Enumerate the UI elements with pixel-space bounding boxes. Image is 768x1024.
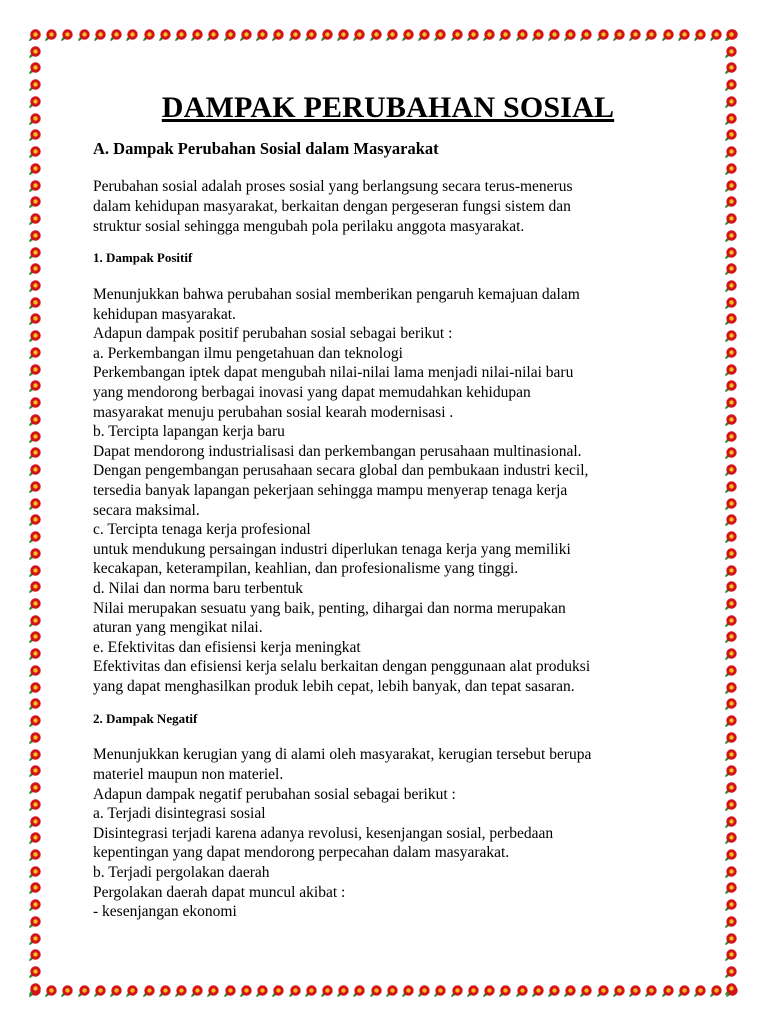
flower-icon [724,246,738,260]
flower-icon [612,28,626,42]
text-line: Adapun dampak positif perubahan sosial sebagai berikut : [93,325,453,343]
flower-icon [109,28,123,42]
document-body [93,90,683,922]
flower-icon [724,346,738,360]
flower-icon [28,28,42,42]
flower-icon [28,179,42,193]
list-item-label: e. Efektivitas dan efisiensi kerja meningkat [93,638,361,656]
flower-icon [724,630,738,644]
flower-icon [369,28,383,42]
flower-icon [724,764,738,778]
flower-icon [724,580,738,594]
flower-icon [724,145,738,159]
flower-icon [336,28,350,42]
flower-icon [206,984,220,998]
flower-icon [515,28,529,42]
flower-icon [724,798,738,812]
flower-icon [28,396,42,410]
flower-icon [515,984,529,998]
flower-icon [498,28,512,42]
list-item-label: d. Nilai dan norma baru terbentuk [93,580,304,598]
flower-icon [28,948,42,962]
flower-icon [724,530,738,544]
flower-icon [28,865,42,879]
flower-icon [677,28,691,42]
flower-icon [547,984,561,998]
flower-icon [44,984,58,998]
flower-icon [724,480,738,494]
flower-icon [482,984,496,998]
text-line: Disintegrasi terjadi karena adanya revolusi, kesenjangan sosial, perbedaan [93,824,554,842]
flower-icon [304,984,318,998]
flower-icon [28,112,42,126]
intro-line: struktur sosial sehingga mengubah pola perilaku anggota masyarakat. [93,217,525,235]
flower-icon [724,647,738,661]
flower-icon [417,984,431,998]
list-item-label: c. Tercipta tenaga kerja profesional [93,521,311,539]
flower-icon [724,95,738,109]
list-item-label: b. Tercipta lapangan kerja baru [93,423,285,441]
flower-icon [28,781,42,795]
flower-icon [352,984,366,998]
flower-icon [725,984,739,998]
text-line: Menunjukkan kerugian yang di alami oleh masyarakat, kerugian tersebut berupa [93,746,592,764]
flower-icon [223,984,237,998]
flower-icon [190,28,204,42]
text-line: kehidupan masyarakat. [93,305,236,323]
flower-icon [125,984,139,998]
flower-icon [579,984,593,998]
section-a-heading: A. Dampak Perubahan Sosial dalam Masyarakat [93,139,439,158]
flower-icon [385,28,399,42]
text-line: Adapun dampak negatif perubahan sosial sebagai berikut : [93,785,456,803]
flower-icon [28,748,42,762]
flower-icon [28,128,42,142]
flower-icon [28,312,42,326]
flower-icon [28,982,42,996]
flower-icon [28,513,42,527]
flower-icon [724,112,738,126]
flower-icon [724,564,738,578]
flower-icon [28,329,42,343]
text-line: Menunjukkan bahwa perubahan sosial memberikan pengaruh kemajuan dalam [93,286,580,304]
flower-icon [190,984,204,998]
flower-icon [28,630,42,644]
flower-icon [271,28,285,42]
flower-icon [223,28,237,42]
flower-icon [28,497,42,511]
flower-icon [320,984,334,998]
flower-icon [336,984,350,998]
flower-icon [433,28,447,42]
flower-icon [709,984,723,998]
flower-icon [28,28,42,42]
flower-icon [433,984,447,998]
text-line: tersedia banyak lapangan pekerjaan sehingga mampu menyerap tenaga kerja [93,482,568,500]
flower-icon [239,984,253,998]
flower-icon [724,296,738,310]
flower-icon [60,984,74,998]
flower-icon [28,530,42,544]
flower-icon [677,984,691,998]
flower-icon [724,279,738,293]
flower-icon [109,984,123,998]
flower-icon [28,764,42,778]
flower-icon [724,982,738,996]
flower-icon [724,932,738,946]
flower-icon [28,279,42,293]
flower-icon [724,430,738,444]
text-line: Nilai merupakan sesuatu yang baik, penting, dihargai dan norma merupakan [93,599,566,617]
list-item-label: b. Terjadi pergolakan daerah [93,864,270,882]
flower-icon [28,363,42,377]
flower-icon [28,430,42,444]
flower-icon [28,798,42,812]
flower-icon [28,78,42,92]
flower-icon [352,28,366,42]
flower-icon [661,984,675,998]
flower-icon [28,145,42,159]
flower-icon [28,195,42,209]
flower-icon [724,697,738,711]
flower-icon [531,28,545,42]
flower-icon [28,984,42,998]
flower-icon [28,446,42,460]
flower-icon [28,262,42,276]
flower-icon [28,463,42,477]
flower-icon [724,413,738,427]
flower-icon [724,614,738,628]
text-line: yang dapat menghasilkan produk lebih cepat, lebih banyak, dan tepat sasaran. [93,677,575,695]
flower-icon [596,28,610,42]
flower-icon [28,898,42,912]
flower-icon [93,984,107,998]
flower-icon [724,664,738,678]
flower-icon [28,229,42,243]
text-line: Efektivitas dan efisiensi kerja selalu berkaitan dengan penggunaan alat produksi [93,658,591,676]
flower-icon [724,212,738,226]
positive-impact-heading: 1. Dampak Positif [93,250,193,266]
list-item-label: a. Terjadi disintegrasi sosial [93,805,266,823]
flower-icon [28,647,42,661]
flower-icon [44,28,58,42]
text-line: Dengan pengembangan perusahaan secara global dan pembukaan industri kecil, [93,462,589,480]
text-line: secara maksimal. [93,501,200,519]
flower-icon [125,28,139,42]
flower-icon [724,128,738,142]
flower-icon [724,28,738,42]
flower-icon [724,714,738,728]
flower-icon [385,984,399,998]
flower-icon [628,984,642,998]
flower-icon [239,28,253,42]
flower-icon [28,831,42,845]
flower-icon [417,28,431,42]
text-line: untuk mendukung persaingan industri diperlukan tenaga kerja yang memiliki [93,540,571,558]
flower-icon [644,984,658,998]
flower-icon [724,513,738,527]
flower-icon [724,363,738,377]
flower-icon [142,984,156,998]
text-line: aturan yang mengikat nilai. [93,619,263,637]
flower-icon [725,28,739,42]
list-item-label: a. Perkembangan ilmu pengetahuan dan teknologi [93,344,403,362]
flower-icon [724,948,738,962]
decorative-border-right [724,28,740,996]
flower-icon [724,681,738,695]
flower-icon [93,28,107,42]
flower-icon [28,614,42,628]
flower-icon [450,984,464,998]
flower-icon [28,915,42,929]
flower-icon [724,898,738,912]
flower-icon [547,28,561,42]
flower-icon [28,681,42,695]
flower-icon [28,547,42,561]
flower-icon [724,731,738,745]
flower-icon [579,28,593,42]
flower-icon [724,781,738,795]
text-line: kepentingan yang dapat mendorong perpecahan dalam masyarakat. [93,844,510,862]
flower-icon [28,881,42,895]
flower-icon [450,28,464,42]
flower-icon [28,731,42,745]
flower-icon [28,162,42,176]
flower-icon [724,179,738,193]
flower-icon [28,61,42,75]
flower-icon [255,28,269,42]
flower-icon [28,480,42,494]
flower-icon [28,848,42,862]
flower-icon [724,262,738,276]
flower-icon [724,162,738,176]
flower-icon [724,848,738,862]
flower-icon [255,984,269,998]
flower-icon [724,865,738,879]
flower-icon [369,984,383,998]
text-line: yang mendorong berbagai inovasi yang dapat memudahkan kehidupan [93,384,531,402]
flower-icon [271,984,285,998]
flower-icon [206,28,220,42]
flower-icon [288,28,302,42]
flower-icon [724,45,738,59]
flower-icon [563,28,577,42]
text-line: masyarakat menuju perubahan sosial kearah modernisasi . [93,403,454,421]
flower-icon [28,932,42,946]
flower-icon [28,346,42,360]
flower-icon [466,28,480,42]
flower-icon [724,446,738,460]
flower-icon [724,463,738,477]
flower-icon [158,28,172,42]
flower-icon [724,831,738,845]
flower-icon [612,984,626,998]
flower-icon [693,984,707,998]
flower-icon [596,984,610,998]
flower-icon [724,229,738,243]
flower-icon [28,413,42,427]
flower-icon [724,815,738,829]
positive-impact-text [93,285,683,696]
flower-icon [724,312,738,326]
flower-icon [724,748,738,762]
flower-icon [77,984,91,998]
intro-line: Perubahan sosial adalah proses sosial yang berlangsung secara terus-menerus [93,178,573,196]
flower-icon [28,597,42,611]
negative-impact-text [93,745,683,921]
flower-icon [644,28,658,42]
flower-icon [724,881,738,895]
flower-icon [724,547,738,561]
flower-icon [724,61,738,75]
flower-icon [158,984,172,998]
flower-icon [563,984,577,998]
text-line: materiel maupun non materiel. [93,766,284,784]
flower-icon [174,28,188,42]
flower-icon [28,714,42,728]
text-line: Perkembangan iptek dapat mengubah nilai-nilai lama menjadi nilai-nilai baru [93,364,574,382]
flower-icon [28,379,42,393]
flower-icon [60,28,74,42]
flower-icon [288,984,302,998]
decorative-border-top [28,28,740,44]
flower-icon [724,396,738,410]
flower-icon [174,984,188,998]
flower-icon [320,28,334,42]
flower-icon [28,246,42,260]
intro-paragraph [93,177,683,236]
text-line: Pergolakan daerah dapat muncul akibat : [93,883,346,901]
flower-icon [628,28,642,42]
flower-icon [28,95,42,109]
flower-icon [724,78,738,92]
flower-icon [693,28,707,42]
decorative-border-bottom [28,984,740,1000]
flower-icon [724,329,738,343]
flower-icon [531,984,545,998]
flower-icon [724,195,738,209]
flower-icon [142,28,156,42]
flower-icon [724,915,738,929]
flower-icon [724,965,738,979]
page-title: DAMPAK PERUBAHAN SOSIAL [161,91,615,124]
flower-icon [401,984,415,998]
flower-icon [28,664,42,678]
flower-icon [724,497,738,511]
text-line: Dapat mendorong industrialisasi dan perkembangan perusahaan multinasional. [93,442,582,460]
flower-icon [498,984,512,998]
flower-icon [28,45,42,59]
flower-icon [28,815,42,829]
flower-icon [28,697,42,711]
flower-icon [661,28,675,42]
flower-icon [304,28,318,42]
text-line: kecakapan, keterampilan, keahlian, dan profesionalisme yang tinggi. [93,560,519,578]
negative-impact-heading: 2. Dampak Negatif [93,710,198,726]
flower-icon [28,296,42,310]
intro-line: dalam kehidupan masyarakat, berkaitan dengan pergeseran fungsi sistem dan [93,198,571,216]
flower-icon [401,28,415,42]
flower-icon [28,564,42,578]
flower-icon [709,28,723,42]
flower-icon [724,597,738,611]
flower-icon [28,212,42,226]
flower-icon [28,965,42,979]
flower-icon [28,580,42,594]
flower-icon [482,28,496,42]
flower-icon [77,28,91,42]
flower-icon [724,379,738,393]
text-line: - kesenjangan ekonomi [93,903,237,921]
decorative-border-left [28,28,44,996]
flower-icon [466,984,480,998]
